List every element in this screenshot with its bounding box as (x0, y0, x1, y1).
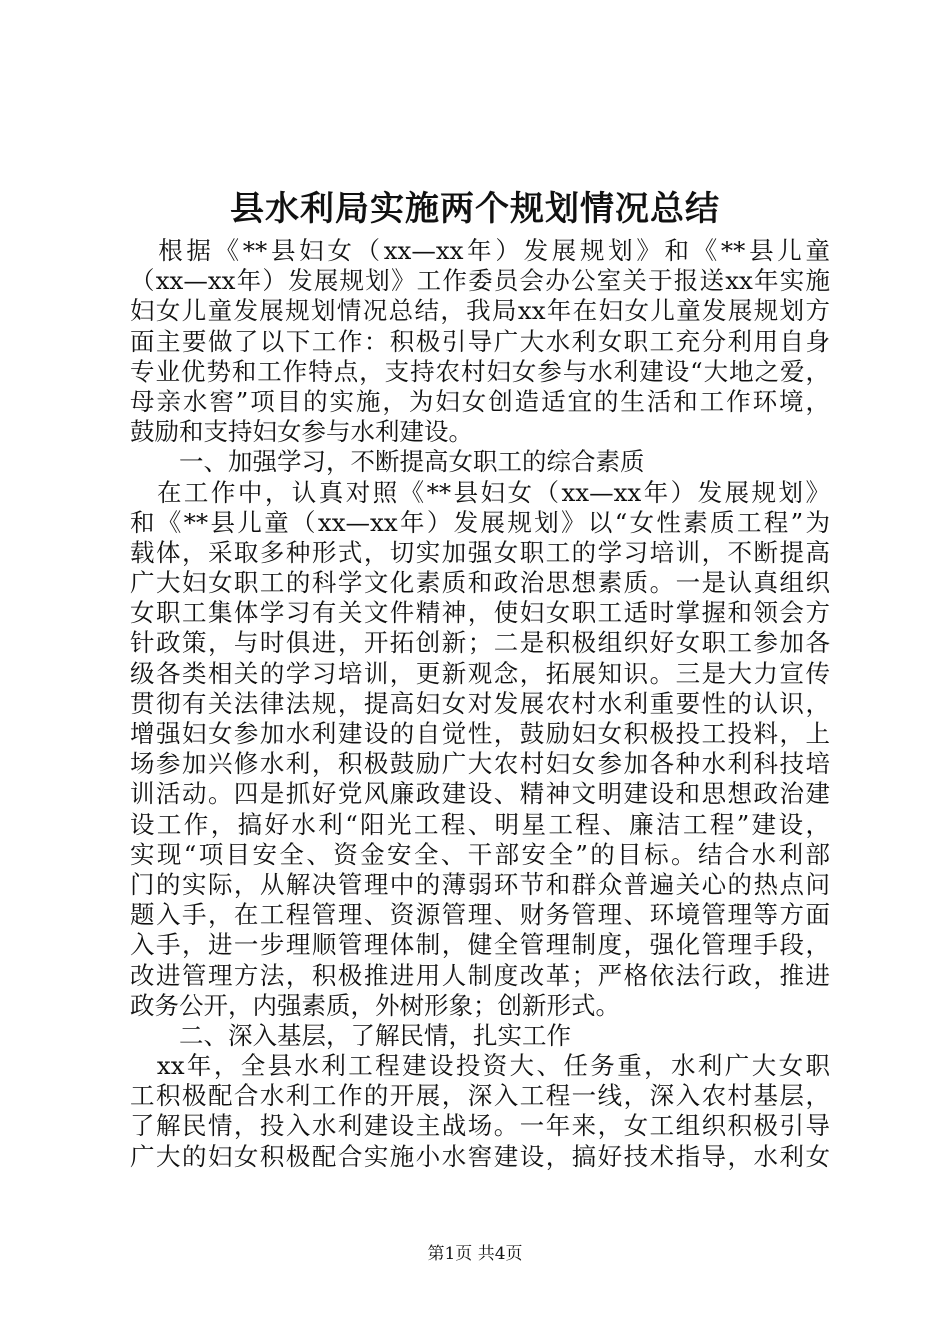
body-line: 针政策，与时俱进，开拓创新；二是积极组织好女职工参加各 (130, 628, 830, 658)
body-line: 入手，进一步理顺管理体制，健全管理制度，强化管理手段， (130, 930, 830, 960)
body-line: 母亲水窖”项目的实施，为妇女创造适宜的生活和工作环境， (130, 386, 830, 416)
body-line: 贯彻有关法律法规，提高妇女对发展农村水利重要性的认识， (130, 688, 830, 718)
body-line: 增强妇女参加水利建设的自觉性，鼓励妇女积极投工投料，上 (130, 719, 830, 748)
body-line: 实现“项目安全、资金安全、干部安全”的目标。结合水利部 (130, 839, 830, 869)
section-heading-1: 一、加强学习，不断提高女职工的综合素质 (130, 447, 645, 477)
body-line: 专业优势和工作特点，支持农村妇女参与水利建设“大地之爱， (130, 356, 830, 386)
body-line: 鼓励和支持妇女参与水利建设。 (130, 417, 473, 447)
body-line: 门的实际，从解决管理中的薄弱环节和群众普遍关心的热点问 (130, 869, 830, 899)
body-line: （xx—xx年）发展规划》工作委员会办公室关于报送xx年实施 (130, 266, 830, 296)
document-title: 县水利局实施两个规划情况总结 (230, 189, 720, 229)
body-line: 根据《**县妇女（xx—xx年）发展规划》和《**县儿童 (130, 236, 830, 265)
body-line: 训活动。四是抓好党风廉政建设、精神文明建设和思想政治建 (130, 779, 830, 809)
body-line: 工积极配合水利工作的开展，深入工程一线，深入农村基层， (130, 1081, 830, 1111)
body-line: 妇女儿童发展规划情况总结，我局xx年在妇女儿童发展规划方 (130, 296, 830, 326)
page-number: 第1页 共4页 (427, 1244, 523, 1264)
body-line: 改进管理方法，积极推进用人制度改革；严格依法行政，推进 (130, 960, 830, 990)
body-line: 政务公开，内强素质，外树形象；创新形式。 (130, 990, 620, 1020)
body-line: 题入手，在工程管理、资源管理、财务管理、环境管理等方面 (130, 900, 830, 930)
body-line: 场参加兴修水利，积极鼓励广大农村妇女参加各种水利科技培 (130, 749, 830, 779)
body-line: xx年，全县水利工程建设投资大、任务重，水利广大女职 (130, 1051, 830, 1081)
body-line: 设工作，搞好水利“阳光工程、明星工程、廉洁工程”建设， (130, 809, 830, 839)
body-line: 在工作中，认真对照《**县妇女（xx—xx年）发展规划》 (130, 477, 830, 507)
body-line: 载体，采取多种形式，切实加强女职工的学习培训，不断提高 (130, 537, 830, 567)
body-line: 女职工集体学习有关文件精神，使妇女职工适时掌握和领会方 (130, 598, 830, 628)
section-heading-2: 二、深入基层，了解民情，扎实工作 (130, 1020, 571, 1050)
body-line: 广大妇女职工的科学文化素质和政治思想素质。一是认真组织 (130, 568, 830, 598)
body-line: 了解民情，投入水利建设主战场。一年来，女工组织积极引导 (130, 1111, 830, 1141)
body-line: 和《**县儿童（xx—xx年）发展规划》以“女性素质工程”为 (130, 507, 830, 537)
body-line: 广大的妇女积极配合实施小水窖建设，搞好技术指导，水利女 (130, 1141, 830, 1171)
document-body (130, 236, 830, 1172)
body-line: 面主要做了以下工作：积极引导广大水利女职工充分利用自身 (130, 326, 830, 356)
body-line: 级各类相关的学习培训，更新观念，拓展知识。三是大力宣传 (130, 658, 830, 688)
